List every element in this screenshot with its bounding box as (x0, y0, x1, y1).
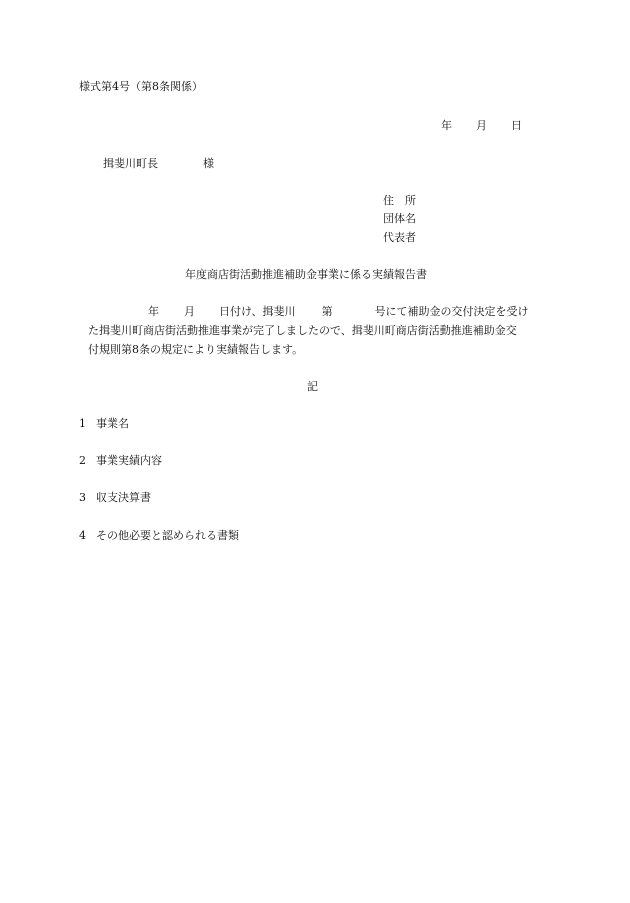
date-day: 日 (511, 119, 522, 132)
applicant-organization-label: 団体名 (383, 212, 416, 225)
body-no: 第 (321, 305, 333, 318)
document-title: 年度商店街活動推進補助金事業に係る実績報告書 (185, 268, 427, 281)
body-date-ref: 日付け、揖斐川 (219, 305, 296, 318)
body-month: 月 (184, 305, 195, 318)
ki-heading: 記 (307, 380, 318, 393)
list-item (79, 491, 151, 505)
list-item-number: 2 (79, 454, 86, 467)
form-number: 様式第4号（第8条関係） (79, 80, 203, 93)
list-item-number: 1 (79, 417, 86, 430)
list-item (79, 454, 162, 468)
body-line-3: 付規則第8条の規定により実績報告します。 (88, 343, 304, 356)
applicant-address-label: 住 所 (383, 194, 416, 207)
list-item-label: 事業実績内容 (96, 454, 162, 467)
date-line (441, 119, 522, 133)
list-item (79, 529, 239, 543)
list-item-label: その他必要と認められる書類 (96, 529, 239, 542)
applicant-representative-label: 代表者 (383, 231, 416, 244)
list-item-number: 3 (79, 491, 86, 504)
body-line-2: た揖斐川町商店街活動推進事業が完了しましたので、揖斐川町商店街活動推進補助金交 (88, 324, 517, 337)
date-year: 年 (441, 119, 452, 132)
list-item-label: 事業名 (96, 417, 129, 430)
addressee (103, 157, 214, 171)
list-item-number: 4 (79, 529, 86, 542)
addressee-honorific: 様 (203, 157, 214, 170)
body-year: 年 (148, 305, 159, 318)
body-line-1 (148, 305, 529, 319)
body-rest: 号にて補助金の交付決定を受け (374, 305, 529, 318)
date-month: 月 (476, 119, 487, 132)
list-item-label: 収支決算書 (96, 491, 151, 504)
addressee-name: 揖斐川町長 (103, 157, 158, 170)
list-item (79, 417, 129, 431)
